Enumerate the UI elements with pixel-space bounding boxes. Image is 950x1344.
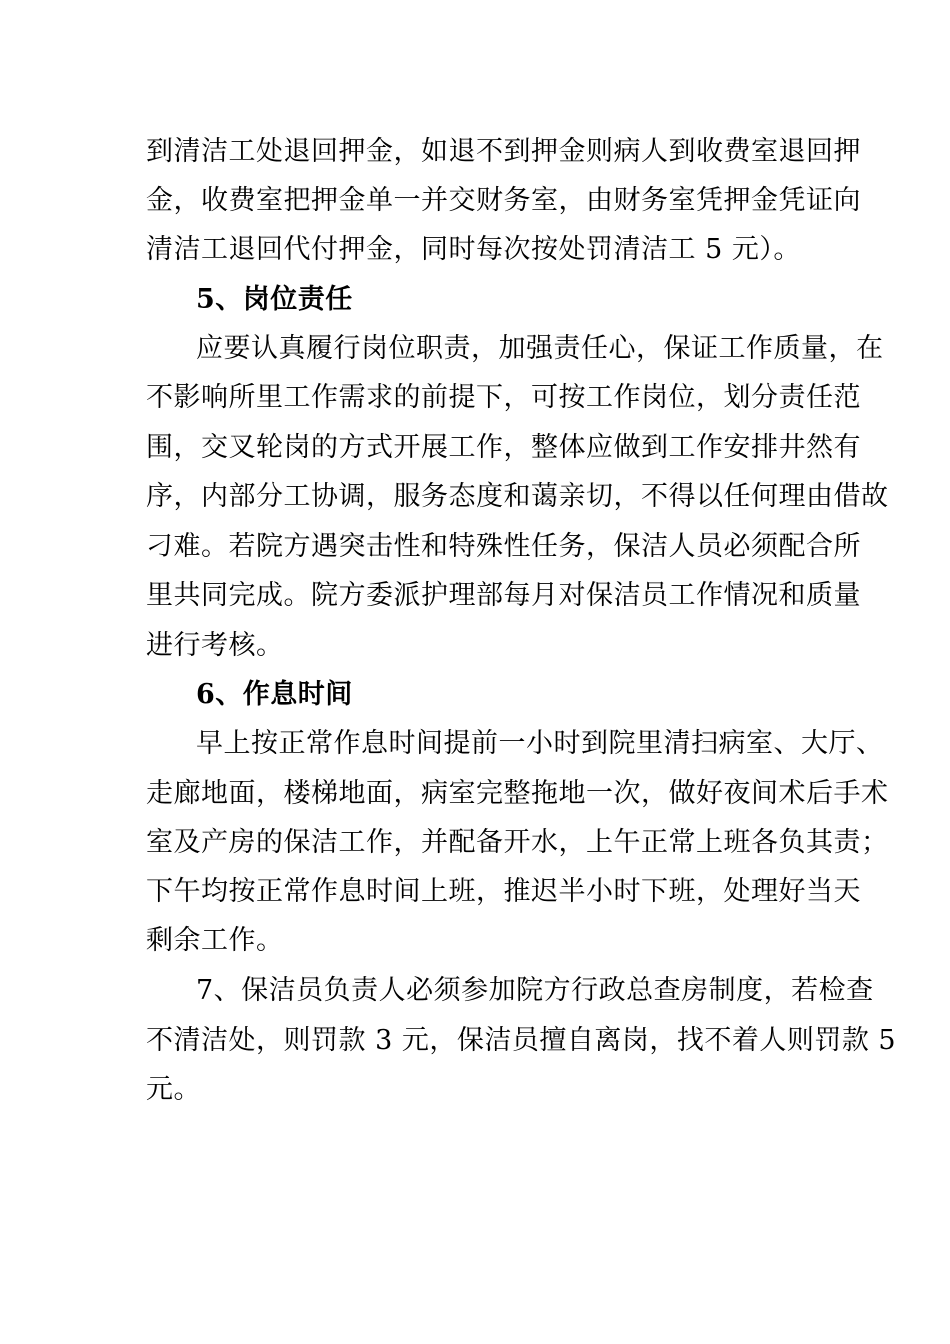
paragraph-line: 刁难。若院方遇突击性和特殊性任务，保洁人员必须配合所 xyxy=(146,531,861,562)
paragraph-line: 应要认真履行岗位职责，加强责任心，保证工作质量，在 xyxy=(196,333,884,364)
paragraph-line: 剩余工作。 xyxy=(146,925,284,956)
paragraph-line: 里共同完成。院方委派护理部每月对保洁员工作情况和质量 xyxy=(146,580,861,611)
paragraph-line: 到清洁工处退回押金，如退不到押金则病人到收费室退回押 xyxy=(146,136,861,167)
paragraph-line: 元。 xyxy=(146,1074,201,1105)
paragraph-line: 不影响所里工作需求的前提下，可按工作岗位，划分责任范 xyxy=(146,382,861,413)
paragraph-line: 室及产房的保洁工作，并配备开水，上午正常上班各负其责； xyxy=(146,827,889,858)
section-heading-6: 6、作息时间 xyxy=(196,679,353,710)
paragraph-line: 不清洁处，则罚款 3 元，保洁员擅自离岗，找不着人则罚款 5 xyxy=(146,1025,897,1056)
paragraph-line: 金，收费室把押金单一并交财务室，由财务室凭押金凭证向 xyxy=(146,185,861,216)
paragraph-line: 围，交叉轮岗的方式开展工作，整体应做到工作安排井然有 xyxy=(146,432,861,463)
paragraph-line: 走廊地面，楼梯地面，病室完整拖地一次，做好夜间术后手术 xyxy=(146,778,889,809)
paragraph-line: 序，内部分工协调，服务态度和蔼亲切，不得以任何理由借故 xyxy=(146,481,889,512)
paragraph-line: 进行考核。 xyxy=(146,630,284,661)
paragraph-line: 下午均按正常作息时间上班，推迟半小时下班，处理好当天 xyxy=(146,876,861,907)
section-heading-5: 5、岗位责任 xyxy=(196,284,353,315)
paragraph-line: 早上按正常作息时间提前一小时到院里清扫病室、大厅、 xyxy=(196,728,884,759)
paragraph-line: 7、保洁员负责人必须参加院方行政总查房制度，若检查 xyxy=(196,975,874,1006)
paragraph-line: 清洁工退回代付押金，同时每次按处罚清洁工 5 元）。 xyxy=(146,234,801,265)
